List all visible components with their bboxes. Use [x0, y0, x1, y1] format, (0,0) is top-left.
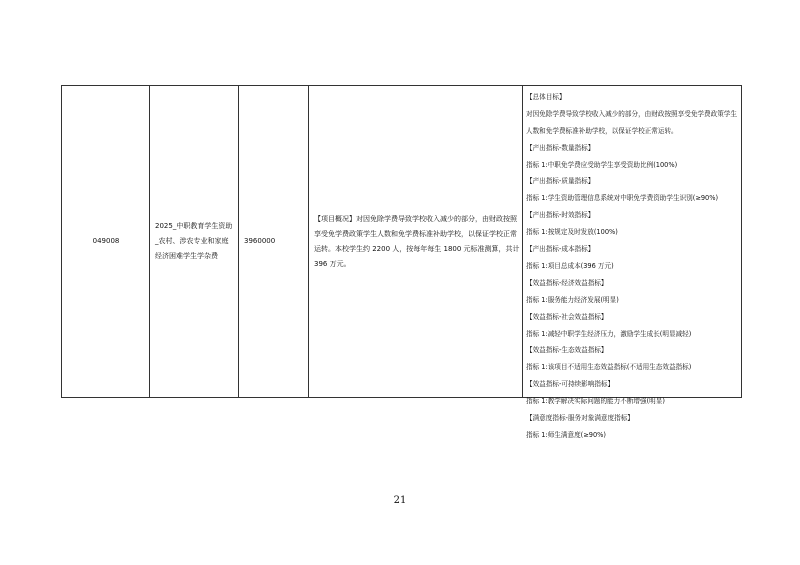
indicator-heading: 【产出指标-数量指标】	[526, 143, 595, 152]
indicator-heading: 【满意度指标-服务对象满意度指标】	[526, 413, 634, 422]
indicator-item: 指标 1:师生满意度(≥90%)	[526, 430, 606, 439]
amount-cell	[244, 86, 304, 397]
performance-goals-cell	[526, 89, 740, 444]
indicator-heading: 【效益指标-经济效益指标】	[526, 278, 608, 287]
budget-table	[61, 85, 742, 439]
indicator-item: 指标 1:服务能力经济发展(明显)	[526, 295, 619, 304]
indicator-heading: 【效益指标-社会效益指标】	[526, 312, 608, 321]
indicator-item: 指标 1:该项目不适用生态效益指标(不适用生态效益指标)	[526, 363, 692, 372]
project-name-cell	[155, 86, 235, 397]
indicator-list	[526, 140, 740, 444]
indicator-heading: 【产出指标-质量指标】	[526, 177, 595, 186]
project-name: 2025_中职教育学生资助_农村、涉农专业和家庭经济困难学生学杂费	[155, 222, 233, 260]
page-number: 21	[393, 495, 407, 506]
column-divider	[238, 86, 239, 397]
indicator-heading: 【效益指标-生态效益指标】	[526, 346, 608, 355]
indicator-item: 指标 1:学生资助管理信息系统对中职免学费资助学生识别(≥90%)	[526, 194, 719, 203]
overall-goal-text: 对因免除学费导致学校收入减少的部分，由财政按照享受免学费政策学生人数和免学费标准补助学校，以保证学校正常运转。	[526, 109, 737, 135]
indicator-item: 指标 1:减轻中职学生经济压力，激励学生成长(明显减轻)	[526, 329, 692, 338]
indicator-item: 指标 1:项目总成本(396 万元)	[526, 261, 614, 270]
overall-goal-heading: 【总体目标】	[526, 93, 566, 101]
overview-cell	[314, 86, 520, 397]
project-overview: 【项目概况】对因免除学费导致学校收入减少的部分，由财政按照享受免学费政策学生人数和免学费标准补助学校，以保证学校正常运转。本校学生约 2200 人，按每年每生 1800 元标准测算，共计 396 万元。	[314, 214, 520, 268]
project-amount: 3960000	[244, 237, 276, 245]
indicator-item: 指标 1:中职免学费应受助学生享受资助比例(100%)	[526, 160, 678, 169]
indicator-heading: 【效益指标-可持续影响指标】	[526, 380, 615, 389]
column-divider	[308, 86, 309, 397]
indicator-heading: 【产出指标-成本指标】	[526, 245, 595, 254]
project-code: 049008	[92, 237, 120, 245]
indicator-item: 指标 1:按规定及时发放(100%)	[526, 228, 618, 237]
project-code-cell	[62, 86, 150, 397]
indicator-heading: 【产出指标-时效指标】	[526, 211, 595, 220]
indicator-item: 指标 1:教学解决实际问题的能力不断增强(明显)	[526, 397, 665, 406]
column-divider	[522, 86, 523, 397]
